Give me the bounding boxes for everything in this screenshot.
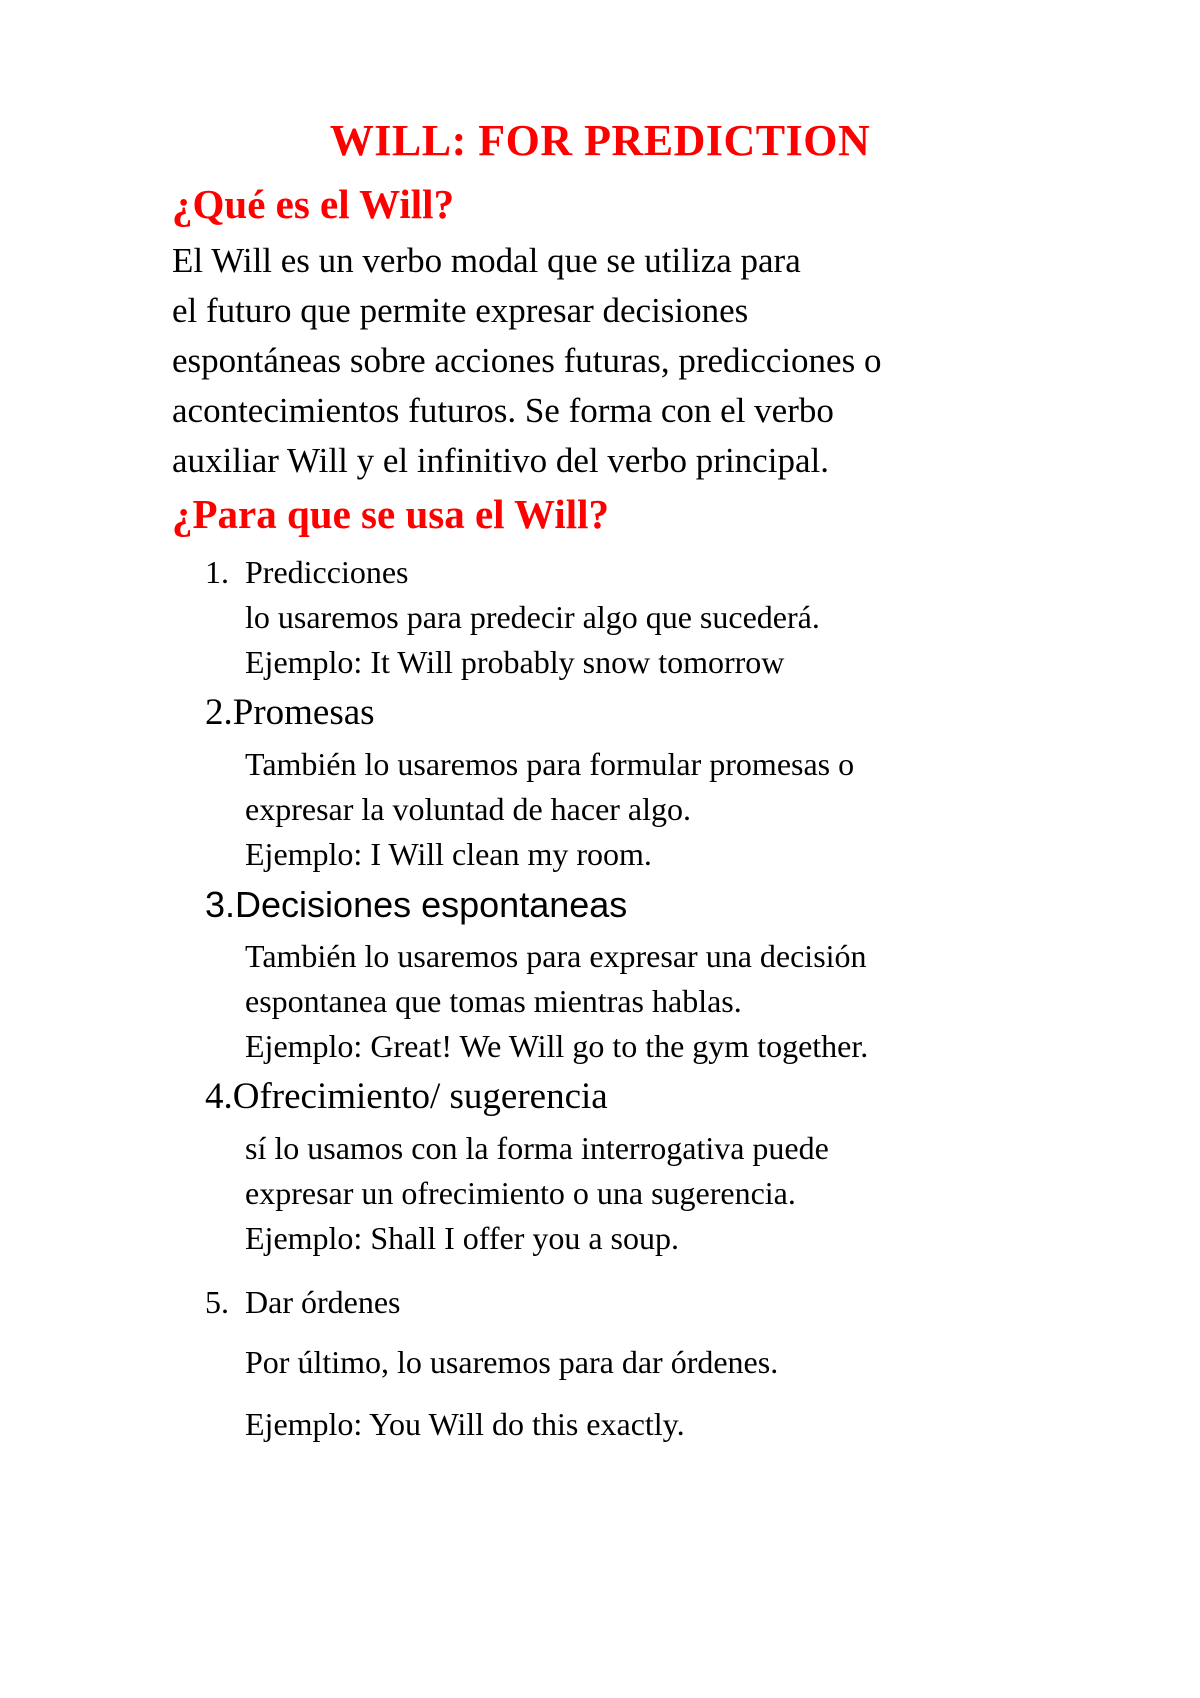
section-heading-what-is: ¿Qué es el Will? — [172, 181, 455, 227]
list-item-heading — [205, 885, 627, 925]
section-heading-uses: ¿Para que se usa el Will? — [172, 491, 609, 537]
intro-paragraph — [172, 236, 1032, 486]
list-item-text: espontanea que tomas mientras hablas. — [245, 983, 742, 1019]
page-title: WILL: FOR PREDICTION — [329, 116, 871, 165]
list-item-heading — [205, 552, 409, 592]
list-item-number: 3. — [205, 884, 236, 925]
list-item-number: 1. — [205, 554, 229, 590]
paragraph-line: El Will es un verbo modal que se utiliza para — [172, 241, 801, 280]
list-item-example: Ejemplo: Great! We Will go to the gym together. — [245, 1028, 869, 1064]
list-item-label: Promesas — [232, 692, 375, 733]
list-item-label: Ofrecimiento/ sugerencia — [232, 1076, 608, 1117]
list-item-heading — [205, 693, 375, 733]
list-item-example: Ejemplo: It Will probably snow tomorrow — [245, 644, 785, 680]
list-item-number: 4. — [205, 1076, 233, 1117]
list-item-number: 2. — [205, 692, 233, 733]
list-item-example: Ejemplo: Shall I offer you a soup. — [245, 1220, 679, 1256]
paragraph-line: auxiliar Will y el infinitivo del verbo principal. — [172, 441, 829, 480]
paragraph-line: espontáneas sobre acciones futuras, predicciones o — [172, 341, 882, 380]
list-item-text: sí lo usamos con la forma interrogativa puede — [245, 1130, 829, 1166]
list-item-label: Predicciones — [245, 554, 409, 590]
list-item-text: expresar la voluntad de hacer algo. — [245, 791, 692, 827]
list-item-example: Ejemplo: I Will clean my room. — [245, 836, 652, 872]
list-item-text: También lo usaremos para formular promesas o — [245, 746, 855, 782]
list-item-text: Por último, lo usaremos para dar órdenes. — [245, 1344, 779, 1380]
paragraph-line: acontecimientos futuros. Se forma con el verbo — [172, 391, 834, 430]
list-item-text: También lo usaremos para expresar una decisión — [245, 938, 867, 974]
list-item-label: Dar órdenes — [245, 1284, 401, 1320]
list-item-text: expresar un ofrecimiento o una sugerencia. — [245, 1175, 796, 1211]
list-item-heading — [205, 1077, 608, 1117]
list-item-label: Decisiones espontaneas — [235, 884, 628, 925]
list-item-number: 5. — [205, 1284, 229, 1320]
paragraph-line: el futuro que permite expresar decisiones — [172, 291, 749, 330]
list-item-example: Ejemplo: You Will do this exactly. — [245, 1406, 685, 1442]
list-item-heading — [205, 1282, 400, 1322]
list-item-text: lo usaremos para predecir algo que sucederá. — [245, 599, 820, 635]
